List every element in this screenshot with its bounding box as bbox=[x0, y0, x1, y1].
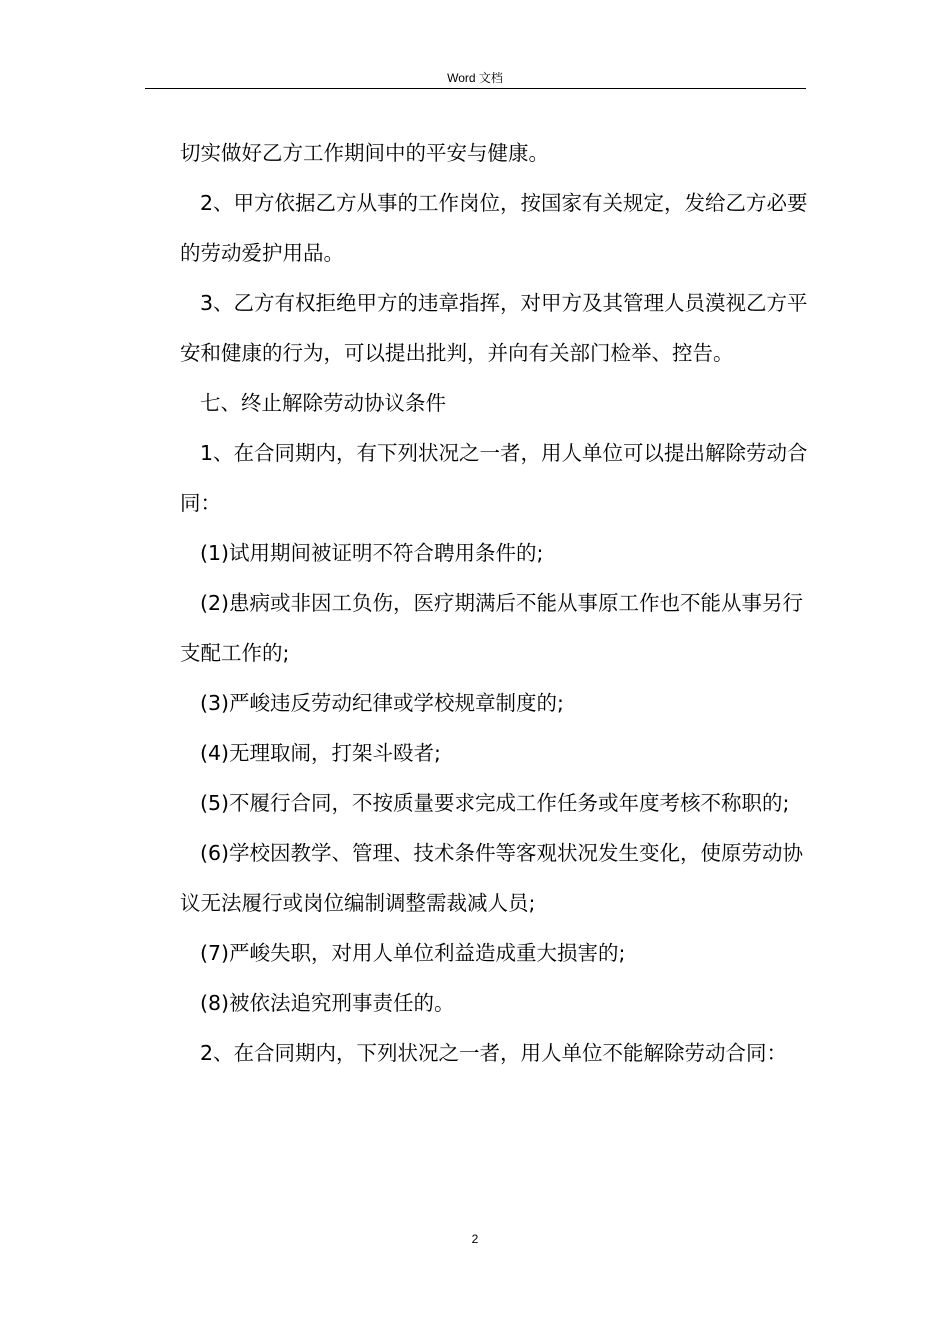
paragraph-termination-2: 2、在合同期内，下列状况之一者，用人单位不能解除劳动合同： bbox=[200, 1041, 788, 1065]
list-item-1: (1)试用期间被证明不符合聘用条件的; bbox=[200, 541, 544, 565]
paragraph-termination-1: 1、在合同期内，有下列状况之一者，用人单位可以提出解除劳动合同： bbox=[180, 441, 808, 515]
document-body bbox=[180, 128, 810, 1078]
section-heading-7: 七、终止解除劳动协议条件 bbox=[200, 391, 446, 415]
paragraph-clause-3: 3、乙方有权拒绝甲方的违章指挥，对甲方及其管理人员漠视乙方平安和健康的行为，可以提出批判，并向有关部门检举、控告。 bbox=[180, 291, 808, 365]
header-title: Word 文档 bbox=[447, 71, 503, 85]
header-divider bbox=[145, 88, 806, 89]
list-item-5: (5)不履行合同，不按质量要求完成工作任务或年度考核不称职的; bbox=[200, 791, 790, 815]
list-item-8: (8)被依法追究刑事责任的。 bbox=[200, 991, 455, 1015]
list-item-7: (7)严峻失职，对用人单位利益造成重大损害的; bbox=[200, 941, 626, 965]
paragraph-continuation: 切实做好乙方工作期间中的平安与健康。 bbox=[180, 141, 549, 165]
paragraph-clause-2: 2、甲方依据乙方从事的工作岗位，按国家有关规定，发给乙方必要的劳动爱护用品。 bbox=[180, 191, 808, 265]
list-item-3: (3)严峻违反劳动纪律或学校规章制度的; bbox=[200, 691, 564, 715]
list-item-4: (4)无理取闹，打架斗殴者; bbox=[200, 741, 441, 765]
list-item-6: (6)学校因教学、管理、技术条件等客观状况发生变化，使原劳动协议无法履行或岗位编制调整需裁减人员; bbox=[180, 841, 804, 915]
page-number: 2 bbox=[471, 1232, 479, 1246]
list-item-2: (2)患病或非因工负伤，医疗期满后不能从事原工作也不能从事另行支配工作的; bbox=[180, 591, 804, 665]
